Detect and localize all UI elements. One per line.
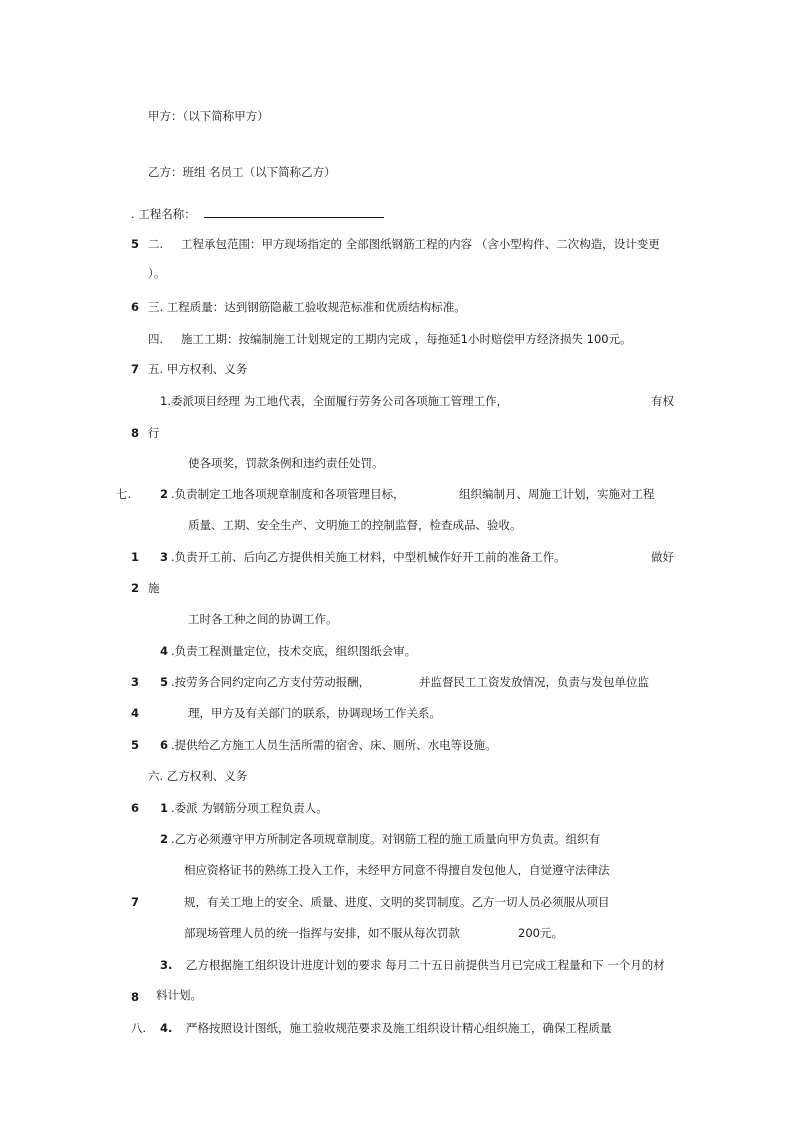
b-item-1: .委派 为钢筋分项工程负责人。 <box>171 801 328 815</box>
margin-number: 3 <box>131 675 140 689</box>
project-name-blank <box>204 206 384 218</box>
margin-number: 6 <box>131 801 140 815</box>
project-name-line <box>131 206 384 221</box>
margin-number: 1 <box>131 550 140 564</box>
margin-number: 7 <box>131 895 140 909</box>
item-number: 1 <box>160 801 169 815</box>
a-item-5-cont: 理，甲方及有关部门的联系，协调现场工作关系。 <box>188 706 441 720</box>
b-item-3-cont: 料计划。 <box>156 988 202 1002</box>
item-number: 2 <box>160 832 169 846</box>
margin-number: 8 <box>131 990 140 1004</box>
section-label: 四. <box>148 332 164 346</box>
party-a-line: 甲方：（以下简称甲方） <box>148 109 269 123</box>
item-number: 4. <box>160 1021 173 1035</box>
a-item-6: .提供给乙方施工人员生活所需的宿舍、床、厕所、水电等设施。 <box>171 738 497 752</box>
fine-amount: 200元。 <box>518 926 563 940</box>
a-item-1-right: 有权 <box>651 394 674 408</box>
item-number: 2 <box>160 487 169 501</box>
a-item-2-cont: 质量、工期、安全生产、文明施工的控制监督，检查成品、验收。 <box>188 518 522 532</box>
margin-number: 5 <box>131 738 140 752</box>
margin-number: 7 <box>131 362 140 376</box>
section-label: 二. <box>148 237 164 251</box>
margin-number: 2 <box>131 581 140 595</box>
b-item-2: .乙方必须遵守甲方所制定各项规章制度。对钢筋工程的施工质量向甲方负责。组织有 <box>171 832 601 846</box>
item-number: 3. <box>160 958 173 972</box>
section-label: 八. <box>131 1021 147 1035</box>
item-number: 3 <box>160 550 169 564</box>
a-item-3-right: 做好 <box>651 550 674 564</box>
a-item-3-wrap: 施 <box>148 581 160 595</box>
a-item-5-right: 并监督民工工资发放情况，负责与发包单位监 <box>419 675 649 689</box>
a-item-1-cont: 使各项奖，罚款条例和违约责任处罚。 <box>188 456 384 470</box>
a-item-3-cont: 工时各工种之间的协调工作。 <box>188 612 338 626</box>
margin-number: 8 <box>131 426 140 440</box>
b-item-2-cont-2: 规，有关工地上的安全、质量、进度、文明的奖罚制度。乙方一切人员必须服从项目 <box>184 895 610 909</box>
section-label: 七. <box>116 487 132 501</box>
scope-text-cont: ）。 <box>148 266 166 280</box>
scope-text: 工程承包范围：甲方现场指定的 全部图纸钢筋工程的内容 （含小型构件、二次构造，设计变更 <box>181 237 660 251</box>
project-name-label: . 工程名称： <box>131 207 196 221</box>
b-item-4: 严格按照设计图纸，施工验收规范要求及施工组织设计精心组织施工，确保工程质量 <box>186 1021 612 1035</box>
margin-number: 5 <box>131 237 140 251</box>
party-b-line: 乙方：班组 名员工（以下简称乙方） <box>148 165 336 179</box>
a-item-1-wrap: 行 <box>148 426 160 440</box>
item-number: 6 <box>160 738 169 752</box>
party-a-rights-heading: 五. 甲方权利、义务 <box>148 362 248 376</box>
a-item-5: .按劳务合同约定向乙方支付劳动报酬， <box>171 675 371 689</box>
schedule-text: 施工工期：按编制施工计划规定的工期内完成 ，每拖延1小时赔偿甲方经济损失 100元。 <box>181 332 632 346</box>
item-number: 4 <box>160 644 169 658</box>
item-number: 5 <box>160 675 169 689</box>
a-item-1: 1.委派项目经理 为工地代表，全面履行劳务公司各项施工管理工作， <box>160 394 509 408</box>
a-item-2: .负责制定工地各项规章制度和各项管理目标， <box>171 487 405 501</box>
party-b-rights-heading: 六. 乙方权利、义务 <box>148 769 248 783</box>
b-item-2-cont-1: 相应资格证书的熟练工投入工作，未经甲方同意不得擅自发包他人，自觉遵守法律法 <box>184 863 610 877</box>
margin-number: 4 <box>131 706 140 720</box>
a-item-4: .负责工程测量定位，技术交底，组织图纸会审。 <box>171 644 417 658</box>
a-item-3: .负责开工前、后向乙方提供相关施工材料，中型机械作好开工前的准备工作。 <box>171 550 566 564</box>
a-item-2-right: 组织编制月、周施工计划，实施对工程 <box>459 487 655 501</box>
b-item-3: 乙方根据施工组织设计进度计划的要求 每月二十五日前提供当月已完成工程量和下 一个月的材 <box>186 958 665 972</box>
quality-text: 三. 工程质量：达到钢筋隐蔽工验收规范标准和优质结构标准。 <box>148 300 466 314</box>
b-item-2-cont-3: 部现场管理人员的统一指挥与安排，如不服从每次罚款 <box>184 926 460 940</box>
margin-number: 6 <box>131 300 140 314</box>
